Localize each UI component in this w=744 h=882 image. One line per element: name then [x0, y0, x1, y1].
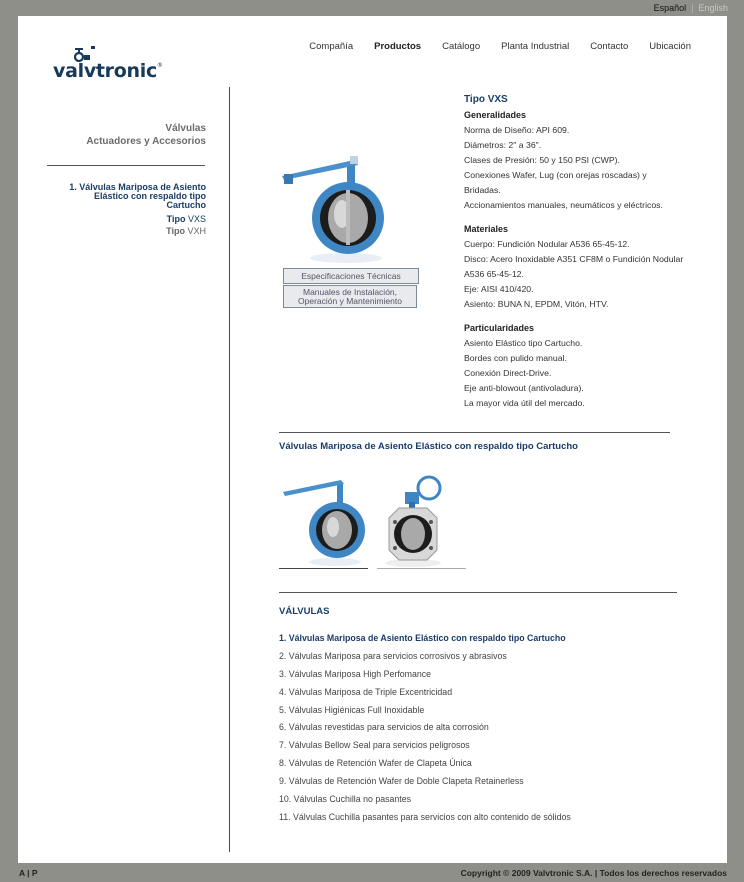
list-item[interactable]: 7. Válvulas Bellow Seal para servicios peligrosos [279, 740, 470, 751]
sidebar-categories [86, 122, 206, 148]
sidebar-subcategory[interactable]: 1. Válvulas Mariposa de Asiento Elástico con respaldo tipo Cartucho [69, 182, 206, 210]
detail-line: Conexión Direct-Drive. [464, 368, 552, 378]
thumbnail-vxh[interactable] [377, 474, 465, 567]
section-separator [279, 592, 677, 593]
detail-line: Norma de Diseño: API 609. [464, 125, 570, 135]
detail-line: Accionamientos manuales, neumáticos y eléctricos. [464, 200, 663, 210]
detail-line: Eje: AISI 410/420. [464, 284, 534, 294]
detail-line: Cuerpo: Fundición Nodular A536 65-45-12. [464, 239, 630, 249]
detail-line: La mayor vida útil del mercado. [464, 398, 585, 408]
nav-contacto[interactable]: Contacto [590, 41, 629, 52]
list-item[interactable]: 10. Válvulas Cuchilla no pasantes [279, 794, 412, 805]
detail-line: Eje anti-blowout (antivoladura). [464, 383, 584, 393]
sidebar-divider [229, 87, 230, 852]
detail-line: Conexiones Wafer, Lug (con orejas roscadas) y Bridadas. [464, 170, 647, 195]
brand-name: valvtronic® [53, 60, 163, 82]
section-heading: Generalidades [464, 110, 527, 120]
product-image-vxs [276, 154, 386, 264]
specs-button[interactable]: Especificaciones Técnicas [283, 268, 419, 284]
nav-ubicacion[interactable]: Ubicación [649, 41, 691, 52]
section-heading: Materiales [464, 224, 509, 234]
thumbnail-vxs[interactable] [279, 474, 367, 567]
sidebar-type-vxs[interactable]: Tipo VXS [166, 214, 206, 224]
main-nav [288, 41, 691, 52]
list-item[interactable]: 3. Válvulas Mariposa High Perfomance [279, 668, 432, 679]
list-item[interactable]: 2. Válvulas Mariposa para servicios corrosivos y abrasivos [279, 650, 507, 661]
page-container [18, 16, 727, 863]
list-item[interactable]: 6. Válvulas revestidas para servicios de alta corrosión [279, 722, 489, 733]
valvulas-list [279, 632, 571, 829]
nav-catalogo[interactable]: Catálogo [442, 41, 481, 52]
nav-compania[interactable]: Compañía [309, 41, 354, 52]
list-item[interactable]: 4. Válvulas Mariposa de Triple Excentricidad [279, 686, 453, 697]
nav-planta-industrial[interactable]: Planta Industrial [501, 41, 570, 52]
sidebar-type-vxh[interactable]: Tipo VXH [166, 226, 206, 236]
sidebar-types [166, 213, 206, 237]
section-generalidades [464, 108, 684, 213]
list-item[interactable]: 1. Válvulas Mariposa de Asiento Elástico con respaldo tipo Cartucho [279, 633, 566, 643]
detail-line: Bordes con pulido manual. [464, 353, 567, 363]
detail-line: Clases de Presión: 50 y 150 PSI (CWP). [464, 155, 620, 165]
nav-productos[interactable]: Productos [374, 41, 422, 52]
product-title: Tipo VXS [464, 94, 508, 105]
sidebar-item-actuadores[interactable]: Actuadores y Accesorios [86, 136, 206, 147]
section-heading: Particularidades [464, 323, 535, 333]
gallery-title: Válvulas Mariposa de Asiento Elástico con respaldo tipo Cartucho [279, 441, 578, 452]
detail-line: Asiento Elástico tipo Cartucho. [464, 338, 583, 348]
lang-spanish[interactable]: Español [653, 3, 687, 13]
valvulas-heading: VÁLVULAS [279, 606, 330, 617]
detail-line: Asiento: BUNA N, EPDM, Vitón, HTV. [464, 299, 609, 309]
thumbnail-indicator [377, 568, 466, 569]
section-materiales [464, 222, 684, 312]
detail-line: Disco: Acero Inoxidable A351 CF8M o Fundición Nodular A536 65-45-12. [464, 254, 684, 279]
list-item[interactable]: 11. Válvulas Cuchilla pasantes para servicios con alto contenido de sólidos [279, 811, 571, 822]
section-particularidades [464, 321, 684, 411]
lang-separator: | [691, 3, 694, 13]
lang-english[interactable]: English [698, 3, 728, 13]
footer-copyright: Copyright © 2009 Valvtronic S.A. | Todos los derechos reservados [460, 868, 727, 878]
product-details [464, 92, 684, 420]
list-item[interactable]: 8. Válvulas de Retención Wafer de Clapeta Única [279, 758, 472, 769]
thumbnail-active-indicator [279, 568, 368, 569]
sidebar-separator [47, 165, 205, 166]
sidebar-item-valvulas[interactable]: Válvulas [165, 123, 206, 134]
detail-line: Diámetros: 2" a 36". [464, 140, 542, 150]
content-separator [279, 432, 670, 433]
footer-links[interactable]: A | P [19, 868, 38, 878]
manuals-button[interactable]: Manuales de Instalación, Operación y Mantenimiento [283, 285, 417, 308]
list-item[interactable]: 9. Válvulas de Retención Wafer de Doble Clapeta Retainerless [279, 776, 524, 787]
language-switcher [654, 3, 728, 13]
list-item[interactable]: 5. Válvulas Higiénicas Full Inoxidable [279, 704, 425, 715]
